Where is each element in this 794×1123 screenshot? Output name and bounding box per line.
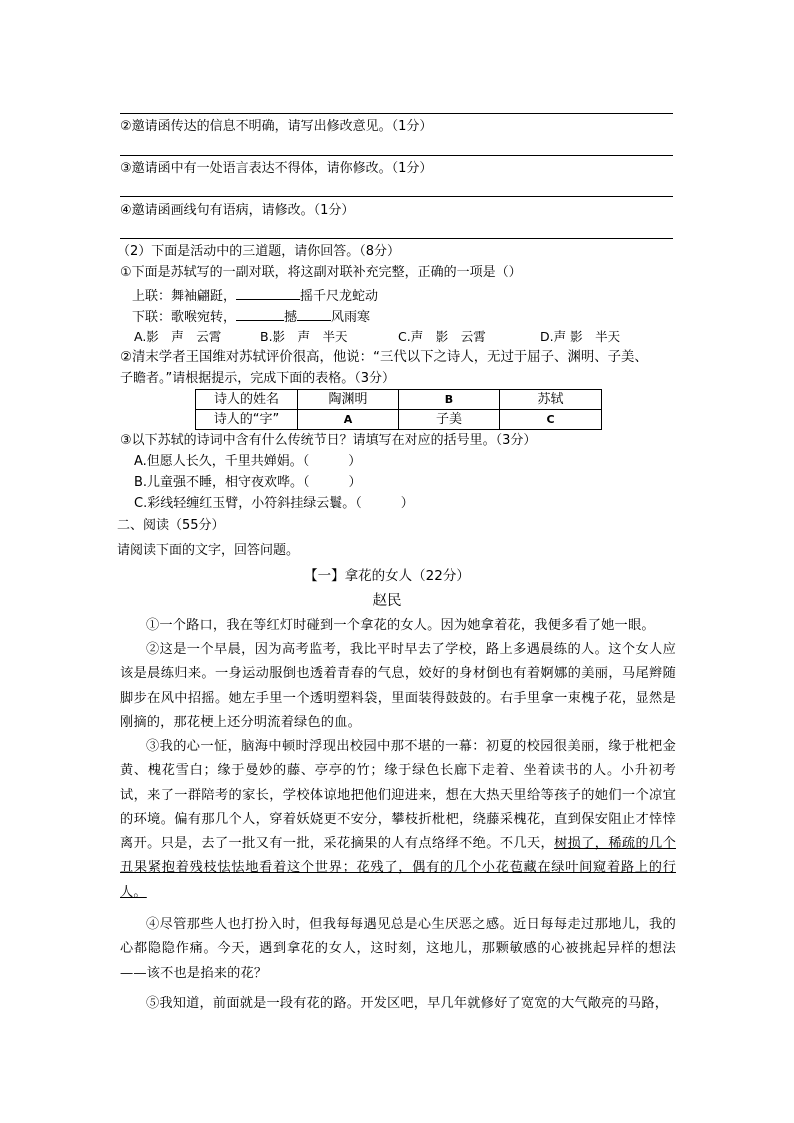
poet-question-line-1: ②清末学者王国维对苏轼评价很高，他说：“三代以下之诗人，无过于屈子、渊明、子美、	[120, 350, 648, 365]
answer-line-2	[120, 155, 673, 156]
underlined-sentence: 树损了，稀疏的几个丑果紧抱着残枝怯怯地看着这个世界；花残了，偶有的几个小花苞藏在绿叶间窥着路上的行人。	[120, 836, 676, 900]
paragraph-5	[120, 992, 676, 1016]
table-row	[196, 390, 602, 410]
festival-item-c: C.彩线轻缠红玉臂，小符斜挂绿云鬟。（ ）	[134, 496, 414, 511]
festival-item-a: A.但愿人长久，千里共婵娟。（ ）	[134, 454, 362, 469]
paragraph-text: ②这是一个早晨，因为高考监考，我比平时早去了学校，路上多遇晨练的人。这个女人应该是晨练归来。一身运动服倒也透着青春的气息，姣好的身材倒也有着婀娜的美丽，马尾辫随脚步在风中招摇。她左手里一个透明塑料袋，里面装得鼓鼓的。右手里拿一束槐子花，显然是刚摘的，那花梗上还分明流着绿色的血。	[120, 642, 676, 730]
table-cell: 诗人的“字”	[196, 410, 298, 430]
table-cell: 陶渊明	[298, 390, 399, 410]
paragraph-text: ①一个路口，我在等红灯时碰到一个拿花的女人。因为她拿着花，我便多看了她一眼。	[146, 618, 655, 633]
couplet-blank-2	[236, 306, 284, 321]
paragraph-text: ④尽管那些人也打扮入时，但我每每遇见总是心生厌恶之感。近日每每走过那地儿，我的心都隐隐作痛。今天，遇到拿花的女人，这时刻，这地儿，那颗敏感的心被挑起异样的想法——该不也是掐来的花？	[120, 917, 676, 981]
table-cell: 苏轼	[500, 390, 602, 410]
paragraph-4	[120, 913, 676, 986]
couplet-question: ①下面是苏轼写的一副对联，将这副对联补充完整，正确的一项是（）	[120, 265, 522, 280]
answer-line-3	[120, 196, 673, 197]
poet-table	[195, 389, 602, 430]
couplet-blank-3	[297, 306, 331, 321]
paragraph-1	[120, 614, 676, 638]
option-d: D.声 影 半天	[540, 329, 621, 344]
article-author: 赵民	[372, 593, 402, 609]
couplet-lower-suffix: 风雨寒	[331, 310, 371, 325]
question-2-heading: （2）下面是活动中的三道题，请你回答。（8分）	[117, 244, 401, 259]
question-item-2: ②邀请函传达的信息不明确，请写出修改意见。（1分）	[120, 119, 433, 134]
option-c: C.声 影 云霄	[398, 329, 486, 344]
option-a: A.影 声 云霄	[134, 329, 222, 344]
table-cell: 子美	[399, 410, 500, 430]
article-title: 【一】拿花的女人（22分）	[304, 568, 470, 584]
couplet-upper	[132, 285, 378, 307]
answer-line-1	[120, 113, 673, 114]
table-cell: B	[399, 390, 500, 410]
couplet-upper-suffix: 摇千尺龙蛇动	[300, 289, 379, 304]
option-b: B.影 声 半天	[260, 329, 348, 344]
table-row	[196, 410, 602, 430]
paragraph-text: ③我的心一怔，脑海中顿时浮现出校园中那不堪的一幕：初夏的校园很美丽，缘于枇杷金黄、槐花雪白；缘于曼妙的藤、亭亭的竹；缘于绿色长廊下走着、坐着读书的人。小升初考试，来了一群陪考的家长，学校体谅地把他们迎进来，想在大热天里给等孩子的她们一个凉宜的环境。偏有那几个人，穿着妖娆更不安分，攀枝折枇杷，绕藤采槐花，直到保安阻止才悻悻离开。只是，去了一批又有一批，采花摘果的人有点络绎不绝。不几天，	[120, 739, 676, 852]
reading-instruction: 请阅读下面的文字，回答问题。	[117, 543, 300, 558]
table-cell: A	[298, 410, 399, 430]
table-cell: 诗人的姓名	[196, 390, 298, 410]
table-cell: C	[500, 410, 602, 430]
paragraph-3	[120, 735, 676, 905]
poet-question-line-2: 子瞻者。”请根据提示，完成下面的表格。（3分）	[120, 371, 396, 386]
paragraph-2	[120, 638, 676, 735]
couplet-upper-prefix: 上联：舞袖翩跹，	[132, 289, 237, 304]
section-heading: 二、阅读（55分）	[117, 518, 225, 533]
answer-line-4	[120, 238, 673, 239]
couplet-lower-mid: 撼	[284, 310, 298, 325]
couplet-lower-prefix: 下联：歌喉宛转，	[132, 310, 237, 325]
paragraph-text: ⑤我知道，前面就是一段有花的路。开发区吧，早几年就修好了宽宽的大气敞亮的马路，	[146, 996, 669, 1011]
question-item-3: ③邀请函中有一处语言表达不得体，请你修改。（1分）	[120, 161, 433, 176]
couplet-lower	[132, 306, 370, 328]
question-item-4: ④邀请函画线句有语病，请修改。（1分）	[120, 203, 355, 218]
festival-item-b: B.儿童强不睡，相守夜欢哗。（ ）	[134, 475, 362, 490]
couplet-blank-1	[236, 285, 300, 300]
festival-question: ③以下苏轼的诗词中含有什么传统节日？请填写在对应的括号里。（3分）	[120, 433, 537, 448]
